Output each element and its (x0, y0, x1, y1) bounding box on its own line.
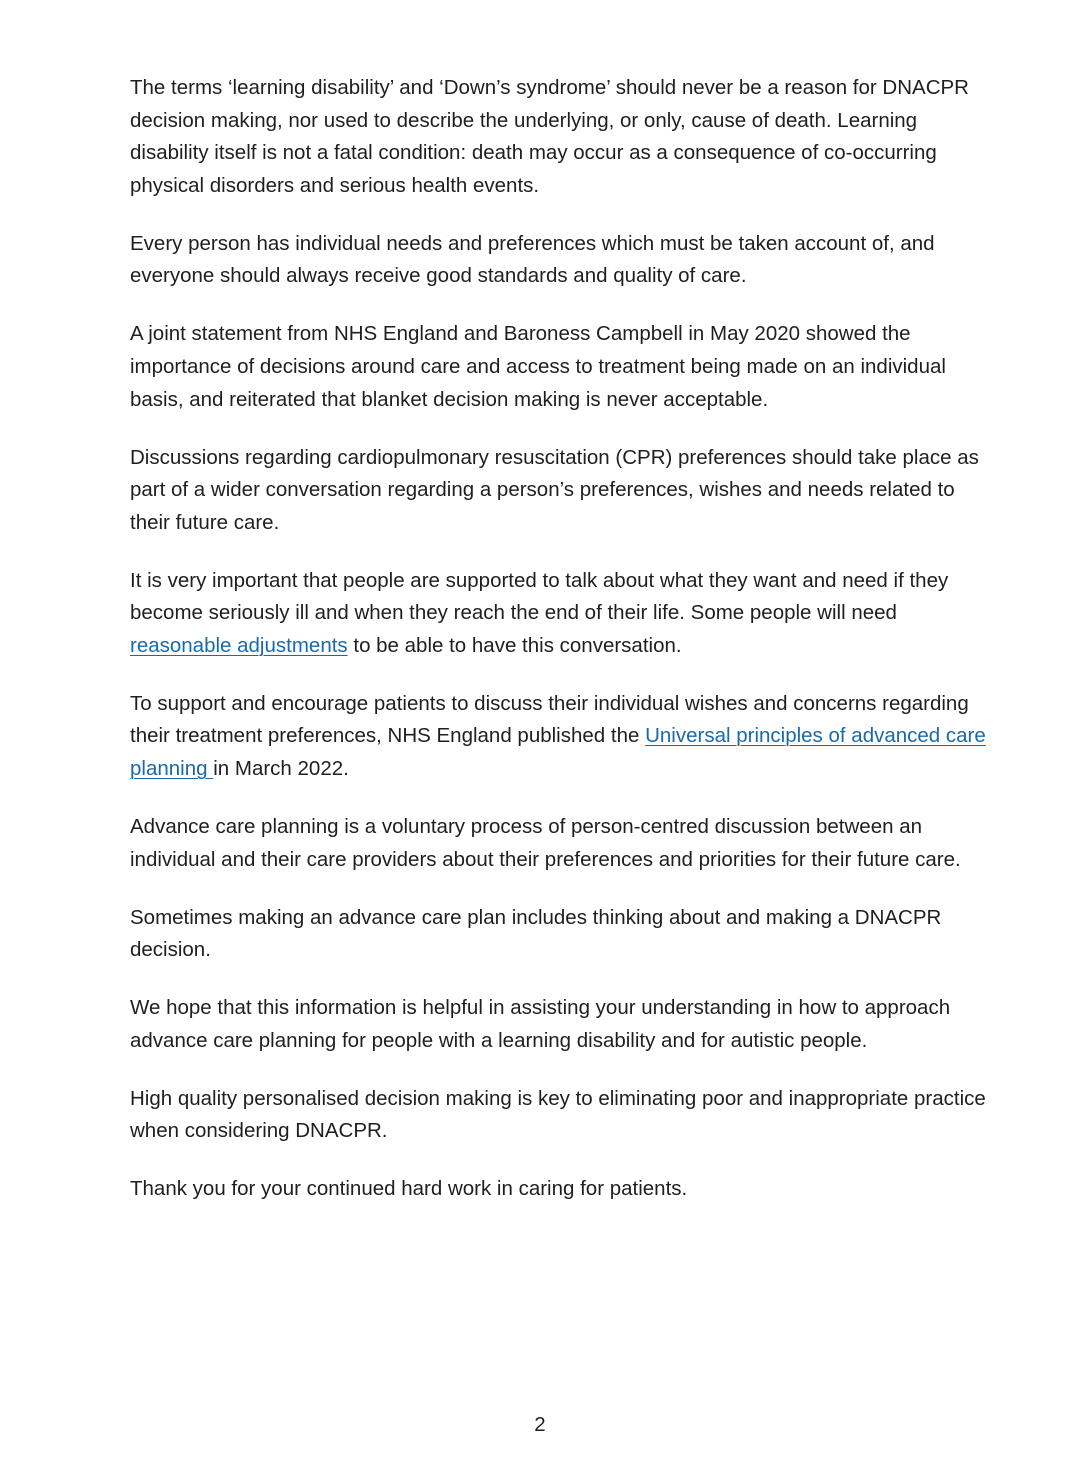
document-body (130, 72, 1000, 1231)
universal-principles-link[interactable]: Universal principles of advanced care planning (130, 724, 986, 781)
paragraph-universal-principles (130, 688, 1000, 786)
paragraph-dnacpr-decision: Sometimes making an advance care plan includes thinking about and making a DNACPR decision. (130, 905, 942, 962)
paragraph-supported-to-talk-text-after: to be able to have this conversation. (347, 633, 682, 657)
page-number: 2 (534, 1413, 546, 1436)
paragraph-universal-principles-text-before: To support and encourage patients to discuss their individual wishes and concerns regarding their treatment preferences, NHS England published the (130, 691, 969, 748)
paragraph-helpful-information: We hope that this information is helpful in assisting your understanding in how to approach advance care planning for people with a learning disability and for autistic people. (130, 996, 951, 1052)
paragraph-advance-care-planning: Advance care planning is a voluntary process of person-centred discussion between an individual and their care providers about their preferences and priorities for their future care. (130, 815, 961, 871)
reasonable-adjustments-link[interactable]: reasonable adjustments (130, 633, 348, 657)
paragraph-terms: The terms ‘learning disability’ and ‘Down’s syndrome’ should never be a reason for DNACPR decision making, nor used to describe the underlying, or only, cause of death. Learning disability itself is not a fatal condition: death may occur as a consequence of co-occurring physical disorders and serious health events. (130, 76, 969, 197)
paragraph-high-quality: High quality personalised decision making is key to eliminating poor and inappropriate practice when considering DNACPR. (130, 1086, 986, 1143)
paragraph-universal-principles-text-after: in March 2022. (213, 757, 349, 781)
paragraph-individual-needs: Every person has individual needs and preferences which must be taken account of, and everyone should always receive good standards and quality of care. (130, 231, 935, 288)
paragraph-thank-you: Thank you for your continued hard work in caring for patients. (130, 1177, 688, 1201)
paragraph-supported-to-talk-text-before: It is very important that people are supported to talk about what they want and need if they become seriously ill and when they reach the end of their life. Some people will need (130, 568, 949, 625)
paragraph-cpr-discussions: Discussions regarding cardiopulmonary resuscitation (CPR) preferences should take place as part of a wider conversation regarding a person’s preferences, wishes and needs related to their future care. (130, 445, 979, 534)
paragraph-joint-statement: A joint statement from NHS England and Baroness Campbell in May 2020 showed the importance of decisions around care and access to treatment being made on an individual basis, and reiterated that blanket decision making is never acceptable. (130, 322, 946, 411)
paragraph-supported-to-talk (130, 565, 1000, 663)
